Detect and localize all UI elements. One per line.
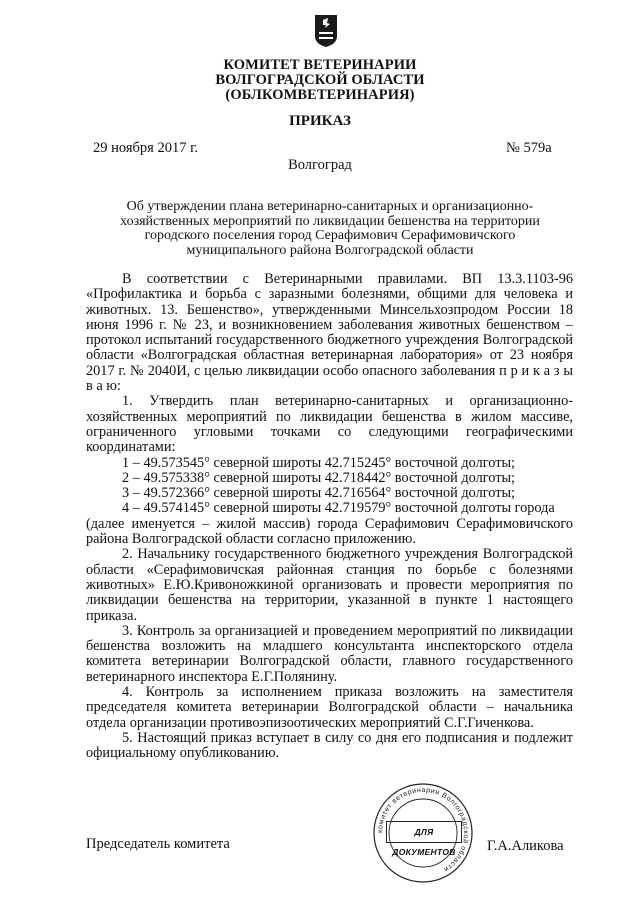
item-1: 1. Утвердить план ветеринарно-санитарных и организационно-хозяйственных мероприятий по ликвидации бешенства в жилом массиве, ограниченного угловыми точками со следующими географическими координатами: <box>86 393 573 456</box>
order-body <box>86 272 573 762</box>
item-2: 2. Начальнику государственного бюджетного учреждения Волгоградской области «Серафимовичская районная станция по борьбе с болезнями животных» Е.Ю.Кривоножкиной организовать и провести мероприятия по ликвидации бешенства на территории, указанной в пункте 1 настоящего приказа. <box>86 546 573 624</box>
official-stamp <box>372 782 474 884</box>
coat-of-arms-icon <box>314 14 338 48</box>
subject-line: Об утверждении плана ветеринарно-санитарных и организационно- <box>126 199 534 214</box>
order-subject <box>100 200 560 258</box>
org-name-line1: КОМИТЕТ ВЕТЕРИНАРИИ <box>223 57 417 73</box>
order-number: № 579а <box>506 140 552 156</box>
item-4: 4. Контроль за исполнением приказа возложить на заместителя председателя комитета ветеринарии Волгоградской области – начальника отдела организации противоэпизоотических мероприятий С.Г.Гиченкова. <box>86 684 573 731</box>
preamble: В соответствии с Ветеринарными правилами. ВП 13.3.1103-96 «Профилактика и борьба с заразными болезнями, общими для человека и животных. 13. Бешенство», утвержденными Минсельхозпродом России 18 июня 1996 г. № 23, и возникновением заболевания животных бешенством – протокол испытаний государственного бюджетного учреждения Волгоградской области «Волгоградская областная ветеринарная лаборатория» от 23 ноября 2017 г. № 2040И, с целью ликвидации особо опасного заболевания п р и к а з ы в а ю: <box>86 271 573 395</box>
city: Волгоград <box>288 157 352 173</box>
stamp-ring-text: комитет ветеринарии Волгоградской области <box>376 786 470 873</box>
signatory-name: Г.А.Аликова <box>487 838 564 854</box>
org-name-line2: ВОЛГОГРАДСКОЙ ОБЛАСТИ <box>215 72 425 88</box>
item-3: 3. Контроль за организацией и проведением мероприятий по ликвидации бешенства возложить на младшего консультанта инспекторского отдела комитета ветеринарии Волгоградской области, главного государственного ветеринарного инспектора Е.Г.Полянину. <box>86 622 573 685</box>
subject-line: муниципального района Волгоградской области <box>186 242 474 258</box>
stamp-label: ДЛЯ ДОКУМЕНТОВ <box>386 821 462 843</box>
org-name-line3: (ОБЛКОМВЕТЕРИНАРИЯ) <box>225 87 415 103</box>
document-type: ПРИКАЗ <box>289 113 351 129</box>
order-date: 29 ноября 2017 г. <box>93 140 199 156</box>
coordinate-1: 1 – 49.573545° северной широты 42.715245° восточной долготы; <box>122 454 516 471</box>
coordinate-4: 4 – 49.574145° северной широты 42.719579° восточной долготы города <box>122 500 555 517</box>
subject-line: городского поселения город Серафимович Серафимовичского <box>144 228 516 243</box>
subject-line: хозяйственных мероприятий по ликвидации бешенства на территории <box>120 213 540 229</box>
coordinate-3: 3 – 49.572366° северной широты 42.716564° восточной долготы; <box>122 485 516 502</box>
signatory-position: Председатель комитета <box>86 836 230 852</box>
item-5: 5. Настоящий приказ вступает в силу со дня его подписания и подлежит официальному опубликованию. <box>86 729 573 762</box>
coordinate-4-continued: (далее именуется – жилой массив) города Серафимович Серафимовичского района Волгоградской области согласно приложению. <box>86 515 573 548</box>
coordinate-2: 2 – 49.575338° северной широты 42.718442° восточной долготы; <box>122 469 516 486</box>
